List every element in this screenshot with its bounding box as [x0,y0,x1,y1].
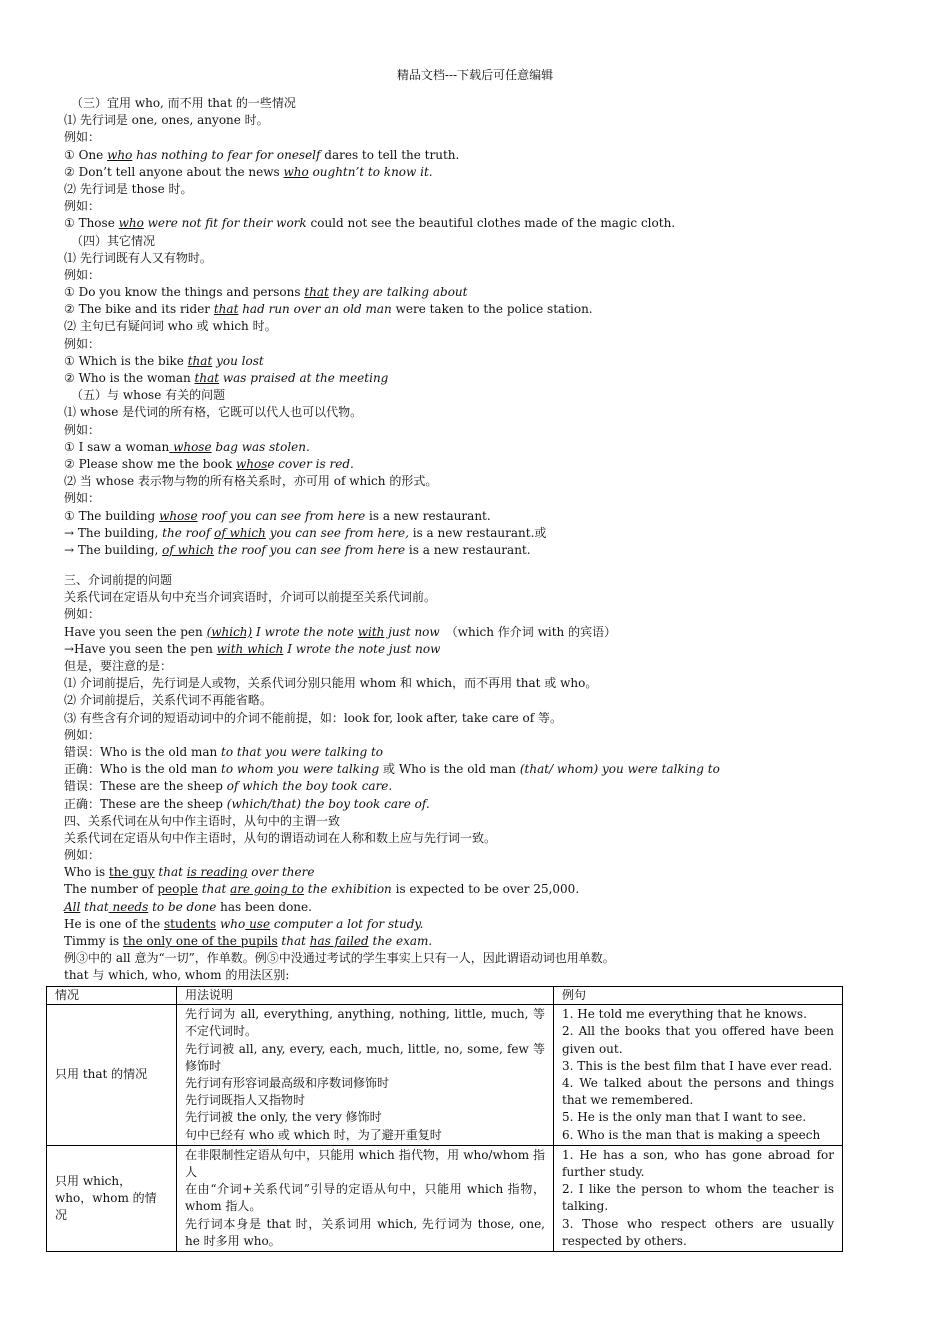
emphasis-text: the guy [108,865,155,880]
emphasis-text: the exhibition [303,882,392,897]
text-segment: 三、介词前提的问题 [64,573,173,588]
text-segment: ① Which is the bike [64,353,188,368]
emphasis-text: are going to [230,882,304,897]
text-segment: 错误：Who is the old man [64,744,222,759]
text-segment: ⑴ whose 是代词的所有格，它既可以代人也可以代物。 [64,405,363,420]
text-line [64,95,864,112]
emphasis-text: use [245,916,271,931]
emphasis-text: of which [214,525,266,540]
text-line [64,215,864,232]
text-segment: ① I saw a woman [64,439,170,454]
text-line [64,727,864,744]
text-line [64,233,864,250]
emphasis-text: students [164,916,217,931]
header-situation: 情况 [47,987,177,1005]
usage-item: 在由“介词+关系代词”引导的定语从句中，只能用 which 指物，whom 指人。 [185,1182,545,1214]
text-line [64,624,864,641]
table-header-row [47,987,843,1005]
text-segment: 例如： [64,727,101,742]
header-usage: 用法说明 [177,987,554,1005]
situation-cell: 只用 which，who，whom 的情况 [47,1145,177,1251]
emphasis-text: needs [108,899,149,914]
text-segment: ⑶ 有些含有介词的短语动词中的介词不能前提，如：look for, look after, take care of 等。 [64,710,563,725]
text-segment: were taken to the police station. [391,302,593,317]
emphasis-text: the exam. [368,934,433,948]
text-line [64,899,864,916]
text-segment: （which 作介词 with 的宾语） [439,624,617,639]
text-line [64,916,864,933]
usage-comparison-table [46,986,843,1252]
emphasis-text: was praised at the meeting [219,371,389,385]
text-segment: 例如： [64,130,101,145]
emphasis-text: has nothing to fear for oneself [132,147,321,162]
text-line [64,404,864,421]
text-segment: is a new restaurant. [405,542,531,557]
text-line [64,933,864,950]
text-segment: has been done. [216,899,312,914]
emphasis-text: has failed [309,934,369,948]
text-segment: ② Please show me the book [64,456,236,471]
text-line [64,353,864,370]
emphasis-text: who [216,916,246,931]
text-segment: ⑵ 先行词是 those 时。 [64,181,193,196]
document-body [64,95,864,985]
text-line [64,589,864,606]
text-line [64,710,864,727]
text-line [64,456,864,473]
emphasis-text: who [107,147,133,162]
table-row [47,1145,843,1251]
text-segment: → The building, [64,542,163,557]
spacer [64,559,864,572]
text-segment: 正确：Who is the old man [64,762,222,777]
emphasis-text: bag was stolen. [211,439,310,454]
text-segment: is a new restaurant. [365,508,491,523]
text-segment: ① Those [64,216,119,231]
emphasis-text: that [213,302,239,317]
text-segment: ② Don’t tell anyone about the news [64,164,284,179]
usage-cell [177,1145,554,1251]
text-segment: 例如： [64,336,101,351]
emphasis-text: of which [162,542,214,557]
text-segment: ⑵ 当 whose 表示物与物的所有格关系时，亦可用 of which 的形式。 [64,474,438,489]
text-segment: 例如： [64,491,101,506]
emphasis-text: that [187,353,213,368]
text-segment: ① One [64,147,108,162]
text-line [64,318,864,335]
text-segment: ⑴ 介词前提后，先行词是人或物，关系代词分别只能用 whom 和 which，而不再用 that 或 who。 [64,676,598,691]
text-segment: is a new restaurant.或 [408,525,547,540]
text-segment: 例如： [64,607,101,622]
usage-cell [177,1005,554,1146]
example-item: 5. He is the only man that I want to see. [562,1110,807,1125]
emphasis-text: is reading [186,865,248,880]
text-line [64,641,864,658]
text-line [64,967,864,984]
text-line [64,370,864,387]
emphasis-text: the only one of the pupils [123,934,278,948]
text-line [64,422,864,439]
emphasis-text: that [197,882,231,897]
text-line [64,658,864,675]
emphasis-text: who [118,216,144,231]
text-line [64,796,864,813]
text-segment: could not see the beautiful clothes made of the magic cloth. [306,216,676,231]
text-line [64,830,864,847]
header-example: 例句 [554,987,843,1005]
emphasis-text: that [304,285,329,300]
text-line [64,778,864,795]
example-item: 3. This is the best film that I have ever read. [562,1058,833,1073]
text-segment: 正确：These are the sheep [64,796,227,811]
emphasis-text: (that/ whom) you were talking to [519,762,720,777]
emphasis-text: that [277,934,310,948]
text-segment: He is one of the [64,916,165,931]
text-segment: ⑴ 先行词既有人又有物时。 [64,250,212,265]
example-item: 2. I like the person to whom the teacher is talking. [562,1182,834,1214]
text-segment: that 与 which, who, whom 的用法区别: [64,968,290,983]
text-segment: 例如： [64,848,101,863]
emphasis-text: that [80,899,109,914]
text-segment: dares to tell the truth. [320,147,460,162]
text-line [64,387,864,404]
emphasis-text: whos [236,456,268,471]
text-segment: （四）其它情况 [71,233,156,248]
text-line [64,525,864,542]
emphasis-text: to be done [148,899,217,914]
text-segment: The number of [64,882,158,897]
text-segment: Who is [64,865,109,880]
emphasis-text: whose [159,508,198,523]
text-segment: 例如： [64,422,101,437]
text-segment: （三）宜用 who, 而不用 that 的一些情况 [71,96,296,110]
text-segment: ⑴ 先行词是 one, ones, anyone 时。 [64,113,269,128]
text-line [64,950,864,967]
text-line [64,147,864,164]
table-row [47,1005,843,1146]
text-line [64,847,864,864]
text-segment: 关系代词在定语从句中充当介词宾语时，介词可以前提至关系代词前。 [64,590,437,605]
text-segment: 四、关系代词在从句中作主语时，从句中的主谓一致 [64,813,341,828]
emphasis-text: whose [169,439,212,454]
usage-item: 先行词有形容词最高级和序数词修饰时 [185,1076,390,1091]
text-line [64,181,864,198]
text-line [64,606,864,623]
text-segment: 例③中的 all 意为“一切”，作单数。例⑤中没通过考试的学生事实上只有一人，因此谓语动词也用单数。 [64,951,615,966]
text-segment: 例如： [64,199,101,214]
text-line [64,744,864,761]
text-line [64,112,864,129]
text-line [64,692,864,709]
emphasis-text: to that you were talking to [221,744,383,759]
emphasis-text: I wrote the note [252,624,358,639]
example-cell [554,1005,843,1146]
text-line [64,572,864,589]
emphasis-text: that [154,865,187,880]
text-segment: ① Do you know the things and persons [64,285,305,300]
emphasis-text: over there [247,865,315,880]
text-line [64,284,864,301]
text-line [64,542,864,559]
example-item: 2. All the books that you offered have been given out. [562,1024,834,1056]
example-item: 1. He has a son, who has gone abroad for further study. [562,1147,834,1180]
text-segment: ② Who is the woman [64,371,195,385]
text-segment: ⑵ 主句已有疑问词 who 或 which 时。 [64,319,277,334]
emphasis-text: of which the boy took care. [226,779,393,794]
text-line [64,675,864,692]
emphasis-text: who [283,164,309,179]
text-line [64,864,864,881]
text-segment: ⑵ 介词前提后，关系代词不再能省略。 [64,693,272,708]
text-segment: ② The bike and its rider [64,302,214,317]
text-segment: 或 Who is the old man [379,762,520,777]
text-segment: ① The building [64,508,160,523]
emphasis-text: were not fit for their work [143,216,307,231]
emphasis-text: All [64,899,81,914]
emphasis-text: people [157,882,198,897]
emphasis-text: (which) [206,624,253,639]
emphasis-text: you can see from here, [265,525,409,540]
text-line [64,267,864,284]
text-segment: 错误：These are the sheep [64,779,227,794]
text-segment: Have you seen the pen [64,624,207,639]
usage-item: 先行词被 all, any, every, each, much, little, no, some, few 等修饰时 [185,1041,545,1073]
emphasis-text: just now [384,624,440,639]
emphasis-text: computer a lot for study. [270,916,424,931]
text-line [64,129,864,146]
usage-item: 先行词被 the only, the very 修饰时 [185,1110,382,1125]
emphasis-text: the roof you can see from here [213,542,406,557]
text-segment: 关系代词在定语从句中作主语时，从句的谓语动词在人称和数上应与先行词一致。 [64,830,497,845]
usage-item: 先行词本身是 that 时，关系词用 which, 先行词为 those, one, he 时多用 who。 [185,1216,545,1248]
text-line [64,336,864,353]
usage-item: 先行词既指人又指物时 [185,1093,306,1108]
text-line [64,198,864,215]
emphasis-text: with [357,624,385,639]
emphasis-text: that [194,371,220,385]
text-segment: 例如： [64,267,101,282]
text-line [64,813,864,830]
example-item: 3. Those who respect others are usually respected by others. [562,1216,834,1248]
usage-item: 句中已经有 who 或 which 时，为了避开重复时 [185,1127,442,1142]
emphasis-text: I wrote the note just now [283,641,441,656]
example-item: 6. Who is the man that is making a speech [562,1127,821,1142]
emphasis-text: they are talking about [328,285,468,300]
emphasis-text: e cover is red. [267,456,354,471]
emphasis-text: had run over an old man [238,302,392,317]
usage-item: 在非限制性定语从句中，只能用 which 指代物，用 who/whom 指人 [185,1147,545,1180]
text-line [64,761,864,778]
text-segment: （五）与 whose 有关的问题 [71,388,226,403]
text-line [64,473,864,490]
emphasis-text: with which [216,641,284,656]
example-item: 1. He told me everything that he knows. [562,1007,807,1022]
text-line [64,301,864,318]
text-segment: →Have you seen the pen [64,641,217,656]
situation-cell: 只用 that 的情况 [47,1005,177,1146]
text-segment: Timmy is [64,934,124,948]
emphasis-text: to whom you were talking [221,762,380,777]
emphasis-text: oughtn’t to know it. [308,164,433,179]
text-segment: → The building, [64,525,163,540]
example-item: 4. We talked about the persons and things that we remembered. [562,1076,834,1108]
example-cell [554,1145,843,1251]
text-line [64,250,864,267]
text-segment: 但是，要注意的是： [64,659,173,673]
text-segment: is expected to be over 25,000. [391,882,580,897]
text-line [64,508,864,525]
emphasis-text: (which/that) the boy took care of. [226,796,430,811]
text-line [64,164,864,181]
text-line [64,439,864,456]
emphasis-text: roof you can see from here [197,508,366,523]
usage-item: 先行词为 all, everything, anything, nothing, little, much, 等不定代词时。 [185,1007,545,1039]
text-line [64,881,864,898]
page-header: 精品文档---下载后可任意编辑 [396,68,554,82]
emphasis-text: the roof [162,525,215,540]
emphasis-text: you lost [212,353,264,368]
text-line [64,490,864,507]
